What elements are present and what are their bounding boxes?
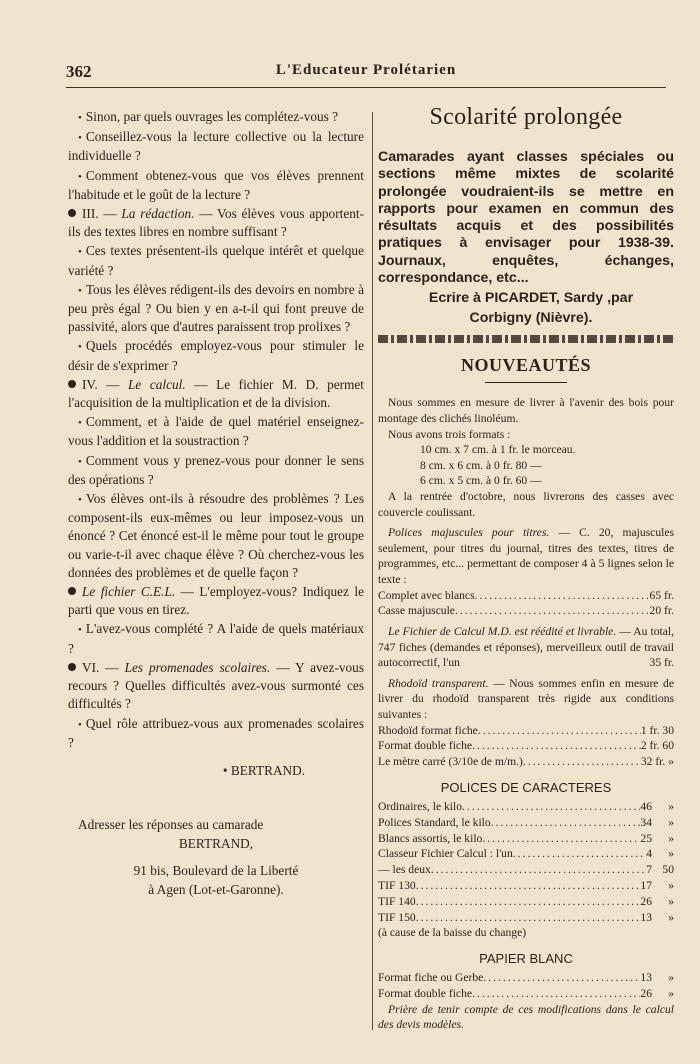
dot-marker: •	[78, 132, 82, 145]
address-city: à Agen (Lot-et-Garonne).	[148, 881, 284, 897]
price-unit: »	[668, 831, 674, 845]
decorative-border	[378, 335, 674, 343]
announcement: Camarades ayant classes spéciales ou sections même mixtes de scolarité prolongée voudraient-ils se mettre en rapports pour examen en commun des résultats acquis et des possibilités pratiques à envisager pour 1938-39. Journaux, enquêtes, échanges, correspondance, etc...	[378, 149, 674, 287]
dot-leader	[482, 831, 640, 847]
paragraph-text: Sinon, par quels ouvrages les complétez-vous ?	[85, 109, 339, 124]
price-row	[378, 986, 674, 1002]
dot-leader	[455, 603, 650, 619]
rentree-text: A la rentrée d'octobre, nous livrerons des casses avec couvercle coulissant.	[378, 489, 674, 519]
nouveautes-title: NOUVEAUTÉS	[460, 355, 592, 376]
page-number: 362	[66, 62, 92, 81]
question-paragraph	[68, 620, 364, 657]
address-name: BERTRAND,	[178, 836, 254, 852]
price-unit: »	[668, 847, 674, 861]
price-row	[378, 603, 674, 619]
fichier-desc: — Au total, 747 fiches (demandes et réponses), merveilleux outil de travail autocorrectif, l'un	[378, 625, 675, 670]
question-paragraph	[68, 128, 364, 165]
price-label: TIF 140	[378, 894, 416, 908]
bullet-marker	[68, 380, 76, 388]
paragraph-text: — Y avez-vous recours ? Quelles difficultés avez-vous surmonté ces difficultés ?	[68, 659, 364, 712]
dot-leader	[475, 588, 650, 604]
address-intro: Adresser les réponses au camarade	[78, 817, 264, 833]
dot-marker: •	[78, 494, 82, 507]
fichier-price: 35 fr.	[649, 656, 674, 670]
format-item: 8 cm. x 6 cm. à 0 fr. 80 —	[420, 458, 542, 472]
polices-title: Polices majuscules pour titres.	[388, 526, 550, 540]
question-paragraph	[68, 167, 364, 204]
price-row	[378, 588, 674, 604]
contact-line: Corbigny (Nièvre).	[469, 310, 593, 327]
price-value: 20 fr.	[649, 604, 674, 618]
fichier-title: Le Fichier de Calcul M.D. est réédité et livrable.	[388, 625, 617, 639]
price-value: 4	[646, 847, 652, 861]
signature: • BERTRAND.	[222, 762, 306, 778]
bullet-marker	[68, 209, 76, 217]
price-unit: »	[668, 986, 674, 1000]
formats-intro: Nous avons trois formats :	[388, 427, 511, 441]
dot-marker: •	[78, 417, 82, 430]
section-number: IV. —	[82, 376, 129, 392]
price-list	[378, 723, 674, 770]
dot-leader	[416, 894, 641, 910]
column-divider	[372, 112, 373, 1030]
format-item: 10 cm. x 7 cm. à 1 fr. le morceau.	[420, 443, 576, 457]
journal-title: L'Educateur Prolétarien	[275, 62, 457, 78]
paragraph-text: — Le fichier M. D. permet l'acquisition de la multiplication et de la division.	[68, 376, 364, 411]
price-value: 17	[640, 879, 652, 893]
price-unit: »	[668, 894, 674, 908]
price-value: 25	[640, 831, 652, 845]
paragraph-text: Quel rôle attribuez-vous aux promenades scolaires ?	[68, 715, 364, 750]
questionnaire	[68, 108, 364, 752]
polices-desc: — C. 20, majuscules seulement, pour titres du journal, titres des textes, titres de programmes, etc... permettant de composer 4 à 5 lignes selon le texte :	[378, 526, 675, 586]
dot-leader	[491, 815, 641, 831]
price-row	[378, 970, 674, 986]
price-label: Rhodoïd format fiche	[378, 723, 478, 737]
paragraph-text: — Vos élèves vous apportent-ils des textes libres en nombre suffisant ?	[68, 206, 365, 240]
dot-marker: •	[78, 341, 82, 354]
contact-line: Ecrire à PICARDET, Sardy ,par	[428, 290, 634, 307]
price-label: TIF 130	[378, 879, 416, 893]
price-value: 26	[640, 986, 652, 1000]
dot-marker: •	[78, 170, 82, 183]
price-row	[378, 723, 674, 739]
dot-leader	[472, 738, 641, 754]
header-rule	[66, 87, 666, 88]
section-number: III. —	[82, 206, 122, 222]
dot-leader	[416, 910, 641, 926]
paragraph-text: Tous les élèves rédigent-ils des devoirs en nombre à peu près égal ? Ou bien y en a-t-il qui font preuve de passivité, alors que d'autres paraissent trop prolixes ?	[68, 281, 364, 335]
paragraph-text: Conseillez-vous la lecture collective ou la lecture individuelle ?	[68, 129, 364, 164]
price-row	[378, 878, 674, 894]
question-paragraph	[68, 413, 364, 450]
price-row	[378, 754, 674, 770]
dot-leader	[462, 799, 640, 815]
dot-marker: •	[78, 455, 82, 468]
price-label: Classeur Fichier Calcul : l'un	[378, 847, 513, 861]
section-title: Scolarité prolongée	[429, 104, 623, 130]
paragraph-text: Ces textes présentent-ils quelque intérêt et quelque variété ?	[68, 243, 364, 278]
dot-marker: •	[78, 112, 82, 124]
price-label: Ordinaires, le kilo	[378, 800, 463, 814]
question-paragraph	[68, 242, 364, 279]
paragraph-text: Comment, et à l'aide de quel matériel enseignez-vous l'addition et la soustraction ?	[68, 414, 364, 449]
price-unit: 50	[662, 863, 674, 877]
papier-blanc-title: PAPIER BLANC	[479, 951, 573, 967]
intro-text: Nous sommes en mesure de livrer à l'avenir des bois pour montage des clichés linoléum.	[378, 396, 674, 425]
rhodoid-desc: — Nous sommes enfin en mesure de livrer du rhodoïd transparent très rigide aux conditions suivantes :	[378, 676, 674, 722]
price-value: 46	[640, 800, 652, 814]
paragraph-text: — L'employez-vous? Indiquez le parti que vous en tirez.	[68, 584, 364, 618]
paragraph-text: Quels procédés employez-vous pour stimuler le désir de s'exprimer ?	[68, 338, 364, 373]
question-paragraph	[68, 281, 364, 337]
dot-marker: •	[78, 246, 82, 259]
price-row	[378, 831, 674, 847]
paragraph-text: Comment vous y prenez-vous pour donner le sens des opérations ?	[68, 452, 364, 487]
question-paragraph	[68, 205, 364, 241]
price-list	[378, 799, 674, 925]
dot-leader	[523, 754, 641, 770]
price-value: 2 fr. 60	[640, 739, 674, 753]
price-row	[378, 815, 674, 831]
price-label: Format fiche ou Gerbe	[378, 971, 484, 985]
price-list	[378, 970, 674, 1002]
dot-leader	[431, 862, 646, 878]
question-paragraph	[68, 715, 364, 752]
dot-marker: •	[78, 284, 82, 297]
price-row	[378, 894, 674, 910]
dot-leader	[416, 878, 641, 894]
price-value: 13	[640, 971, 652, 985]
question-paragraph	[68, 337, 364, 374]
price-label: Casse majuscule	[378, 604, 455, 618]
price-label: — les deux	[378, 863, 431, 877]
paragraph-text: Comment obtenez-vous que vos élèves prennent l'habitude et le goût de la lecture ?	[68, 167, 364, 202]
paragraph-text: Vos élèves ont-ils à résoudre des problèmes ? Les composent-ils eux-mêmes ou leur imposez-vous un énoncé ? Cet énoncé est-il le même pour tout le groupe ou varie-t-il avec chaque élève ? Où cherchez-vous les données des problèmes et de quelle façon ?	[68, 491, 364, 580]
baisse-note: (à cause de la baisse du change)	[378, 926, 527, 940]
bullet-marker	[68, 663, 76, 671]
paragraph-text: L'avez-vous complété ? A l'aide de quels matériaux ?	[68, 621, 364, 656]
price-value: 34	[640, 815, 652, 829]
dot-marker: •	[78, 718, 82, 731]
rhodoid-title: Rhodoïd transparent.	[388, 676, 489, 690]
left-column	[68, 108, 364, 900]
polices-caracteres-title: POLICES DE CARACTERES	[440, 780, 612, 796]
price-label: Format double fiche	[378, 986, 473, 1000]
question-paragraph	[68, 490, 364, 582]
price-value: 32 fr. »	[640, 755, 674, 769]
dot-leader	[472, 986, 640, 1002]
price-label: Le mètre carré (3/10e de m/m.)	[378, 755, 523, 769]
price-value: 26	[640, 894, 652, 908]
bullet-marker	[68, 587, 76, 595]
section-number: VI. —	[82, 659, 125, 675]
dot-leader	[483, 970, 640, 986]
price-value: 1 fr. 30	[640, 723, 674, 737]
dot-leader	[513, 846, 646, 862]
price-row	[378, 799, 674, 815]
price-label: Complet avec blancs	[378, 588, 475, 602]
price-label: TIF 150	[378, 910, 416, 924]
question-paragraph	[68, 452, 364, 489]
address-street: 91 bis, Boulevard de la Liberté	[133, 862, 299, 878]
price-value: 7	[646, 863, 652, 877]
title-rule	[485, 382, 567, 383]
price-row	[378, 846, 674, 862]
polices-text	[378, 525, 674, 587]
dot-marker: •	[78, 624, 82, 637]
format-item: 6 cm. x 5 cm. à 0 fr. 60 —	[420, 474, 542, 488]
price-label: Format double fiche	[378, 739, 473, 753]
price-unit: »	[668, 910, 674, 924]
price-value: 65 fr.	[649, 588, 674, 602]
price-unit: »	[668, 800, 674, 814]
section-heading: La rédaction.	[121, 206, 195, 222]
section-heading: Le calcul.	[128, 376, 186, 392]
price-label: Blancs assortis, le kilo	[378, 831, 483, 845]
price-value: 13	[640, 910, 652, 924]
question-paragraph	[68, 659, 364, 714]
question-paragraph	[68, 583, 364, 619]
question-paragraph	[68, 376, 364, 412]
price-row	[378, 910, 674, 926]
right-column	[378, 104, 674, 1033]
fichier-text	[378, 624, 674, 671]
price-unit: »	[668, 879, 674, 893]
section-heading: Le fichier C.E.L.	[82, 584, 176, 600]
dot-leader	[478, 723, 641, 739]
page-header	[66, 62, 666, 88]
price-row	[378, 862, 674, 878]
formats-list	[378, 442, 674, 489]
rhodoid-text	[378, 676, 674, 723]
price-label: Polices Standard, le kilo	[378, 815, 491, 829]
price-list	[378, 588, 674, 620]
price-unit: »	[668, 815, 674, 829]
footnote: Prière de tenir compte de ces modifications dans le calcul des devis modèles.	[378, 1002, 674, 1032]
section-heading: Les promenades scolaires.	[124, 659, 271, 675]
price-unit: »	[668, 971, 674, 985]
price-row	[378, 738, 674, 754]
question-paragraph	[68, 108, 364, 127]
